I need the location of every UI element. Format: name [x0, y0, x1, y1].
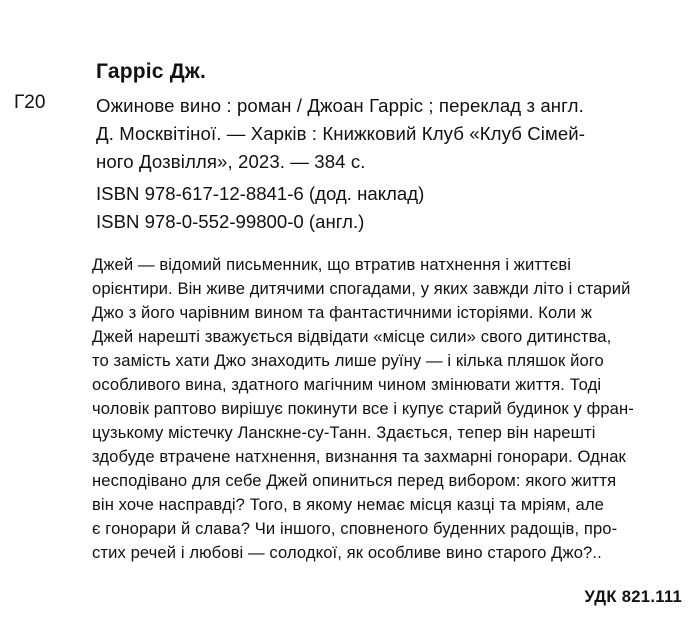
classification-code: Г20 [14, 92, 46, 113]
annotation-paragraph [92, 253, 692, 565]
annotation-line: особливого вина, здатного магічним чином змінювати життя. Тоді [92, 375, 602, 394]
annotation-line: то замість хати Джо знаходить лише руїну — і кілька пляшок його [92, 351, 604, 370]
annotation-line: Джо з його чарівним вином та фантастичними історіями. Коли ж [92, 303, 593, 322]
annotation-line: стих речей і любові — солодкої, як особливе вино старого Джо?.. [92, 543, 602, 562]
annotation-line: цузькому містечку Ланскне-су-Танн. Здається, тепер він нарешті [92, 423, 596, 442]
isbn-block [96, 180, 424, 236]
annotation-line: Джей — відомий письменник, що втратив натхнення і життєві [92, 255, 572, 274]
isbn-line: ISBN 978-0-552-99800-0 (англ.) [96, 211, 365, 232]
bibliographic-description [96, 92, 686, 176]
bibliographic-line: Д. Москвітіної. — Харків : Книжковий Клуб «Клуб Сімей- [96, 123, 586, 144]
annotation-line: чоловік раптово вирішує покинути все і купує старий будинок у фран- [92, 399, 634, 418]
isbn-line: ISBN 978-617-12-8841-6 (дод. наклад) [96, 183, 425, 204]
annotation-line: Джей нарешті зважується відвідати «місце сили» свого дитинства, [92, 327, 612, 346]
bibliographic-line: ного Дозвілля», 2023. — 384 с. [96, 151, 366, 172]
udk-code: УДК 821.111 [584, 587, 682, 606]
annotation-line: несподівано для себе Джей опиниться перед вибором: якого життя [92, 471, 617, 490]
annotation-line: він хоче насправді? Того, в якому немає місця казці та мріям, але [92, 495, 605, 514]
bibliographic-line: Ожинове вино : роман / Джоан Гарріс ; переклад з англ. [96, 95, 584, 116]
annotation-line: орієнтири. Він живе дитячими спогадами, у яких завжди літо і старий [92, 279, 631, 298]
annotation-line: є гонорари й слава? Чи іншого, сповненого буденних радощів, про- [92, 519, 618, 538]
author-heading: Гарріс Дж. [96, 60, 206, 83]
annotation-line: здобуде втрачене натхнення, визнання та захмарні гонорари. Однак [92, 447, 626, 466]
